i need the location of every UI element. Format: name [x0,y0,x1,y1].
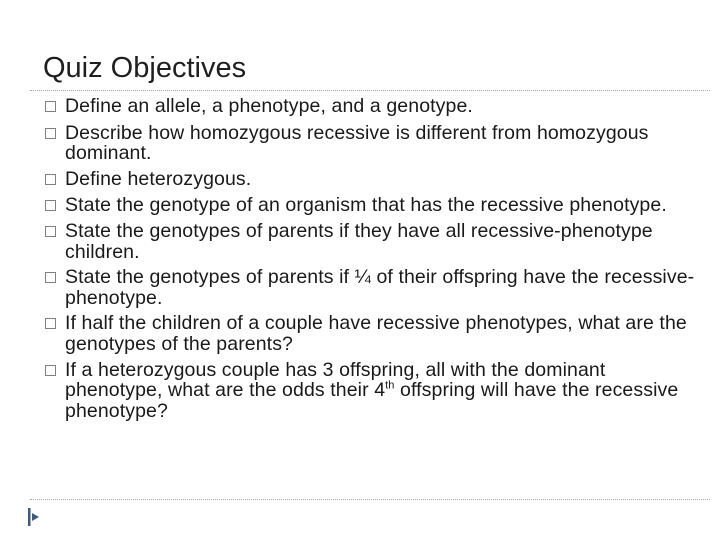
list-item-text: Define heterozygous. [65,167,252,190]
slide-title: Quiz Objectives [43,52,247,84]
list-item-text: Define an allele, a phenotype, and a genotype. [65,95,473,117]
list-item-text [65,359,678,422]
list-item-text: State the genotypes of parents if they have all recessive-phenotype children. [65,219,653,263]
square-bullet-icon [45,365,56,376]
square-bullet-icon [45,272,56,283]
list-item [45,221,705,262]
list-item [45,313,705,354]
square-bullet-icon [45,226,56,237]
square-bullet-icon [45,318,56,329]
list-item-text: State the genotypes of parents if ¼ of their offspring have the recessive-phenotype. [65,266,695,309]
list-item [45,195,705,216]
ordinal-suffix: th [385,379,395,392]
square-bullet-icon [45,128,56,139]
list-item-text: Describe how homozygous recessive is different from homozygous dominant. [65,121,649,165]
footer-divider [30,499,710,500]
slide-nav-icon[interactable] [26,507,40,527]
list-item [45,96,705,117]
list-item-text: State the genotype of an organism that has the recessive phenotype. [65,194,667,217]
list-item-text: If half the children of a couple have recessive phenotypes, what are the genotypes of the parents? [65,312,687,355]
list-item [45,123,705,164]
square-bullet-icon [45,200,56,211]
title-divider [30,90,710,91]
objectives-list [45,96,705,421]
text-part: If a heterozygous couple has 3 offspring, all with the dominant phenotype, what are the odds their 4 [65,358,606,402]
text-part: offspring will have the recessive phenotype? [65,379,679,422]
list-item [45,360,705,422]
list-item [45,169,705,190]
square-bullet-icon [45,101,56,112]
square-bullet-icon [45,174,56,185]
list-item [45,267,705,308]
